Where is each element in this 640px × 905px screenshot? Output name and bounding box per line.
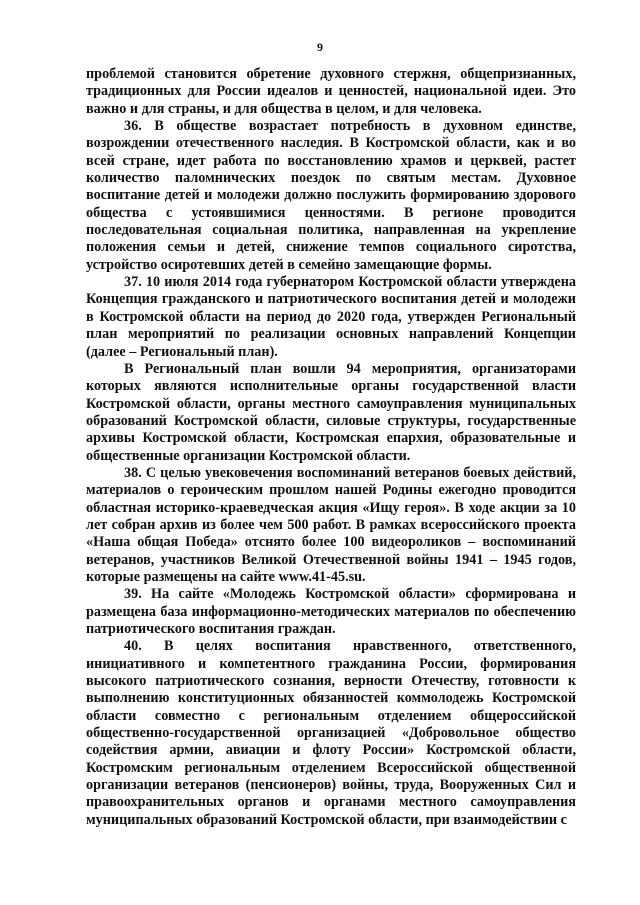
page-number: 9 xyxy=(317,40,323,54)
paragraph-36: 36. В обществе возрастает потребность в духовном единстве, возрождении отечественного наследия. В Костромской области, как и во всей стране, идет работа по восстановлению храмов и церквей, растет количество паломнических поездок по святым местам. Духовное воспитание детей и молодежи должно послужить формированию здорового общества с устоявшимися ценностями. В регионе проводится последовательная социальная политика, направленная на укрепление положения семьи и детей, снижение темпов социального сиротства, устройство осиротевших детей в семейно замещающие формы. xyxy=(86,118,576,273)
paragraph-40: 40. В целях воспитания нравственного, ответственного, инициативного и компетентного гражданина России, формирования высокого патриотического сознания, верности Отечеству, готовности к выполнению конституционных обязанностей коммолодежь Костромской области совместно с региональным отделением общероссийской общественно-государственной организацией «Добровольное общество содействия армии, авиации и флоту России» Костромской области, Костромским региональным отделением Всероссийской общественной организации ветеранов (пенсионеров) войны, труда, Вооруженных Сил и правоохранительных органов и органами местного самоуправления муниципальных образований Костромской области, при взаимодействии с xyxy=(86,638,576,828)
paragraph-37-plan: В Региональный план вошли 94 мероприятия, организаторами которых являются исполнительные органы государственной власти Костромской области, органы местного самоуправления муниципальных образований Костромской области, силовые структуры, государственные архивы Костромской области, Костромская епархия, образовательные и общественные организации Костромской области. xyxy=(86,360,576,464)
paragraph-37: 37. 10 июля 2014 года губернатором Костромской области утверждена Концепция гражданского и патриотического воспитания детей и молодежи в Костромской области на период до 2020 года, утвержден Региональный план мероприятий по реализации основных направлений Концепции (далее – Региональный план). xyxy=(86,274,576,360)
paragraph-continuation: проблемой становится обретение духовного стержня, общепризнанных, традиционных для России идеалов и ценностей, национальной идеи. Это важно и для страны, и для общества в целом, и для человека. xyxy=(86,66,576,117)
paragraph-38: 38. С целью увековечения воспоминаний ветеранов боевых действий, материалов о героическим прошлом нашей Родины ежегодно проводится областная историко-краеведческая акция «Ищу героя». В ходе акции за 10 лет собран архив из более чем 500 работ. В рамках всероссийского проекта «Наша общая Победа» отснято более 100 видеороликов – воспоминаний ветеранов, участников Великой Отечественной войны 1941 – 1945 годов, которые размещены на сайте www.41-45.su. xyxy=(86,464,576,585)
paragraph-39: 39. На сайте «Молодежь Костромской области» сформирована и размещена база информационно-методических материалов по обеспечению патриотического воспитания граждан. xyxy=(86,586,576,637)
document-body xyxy=(86,66,576,829)
